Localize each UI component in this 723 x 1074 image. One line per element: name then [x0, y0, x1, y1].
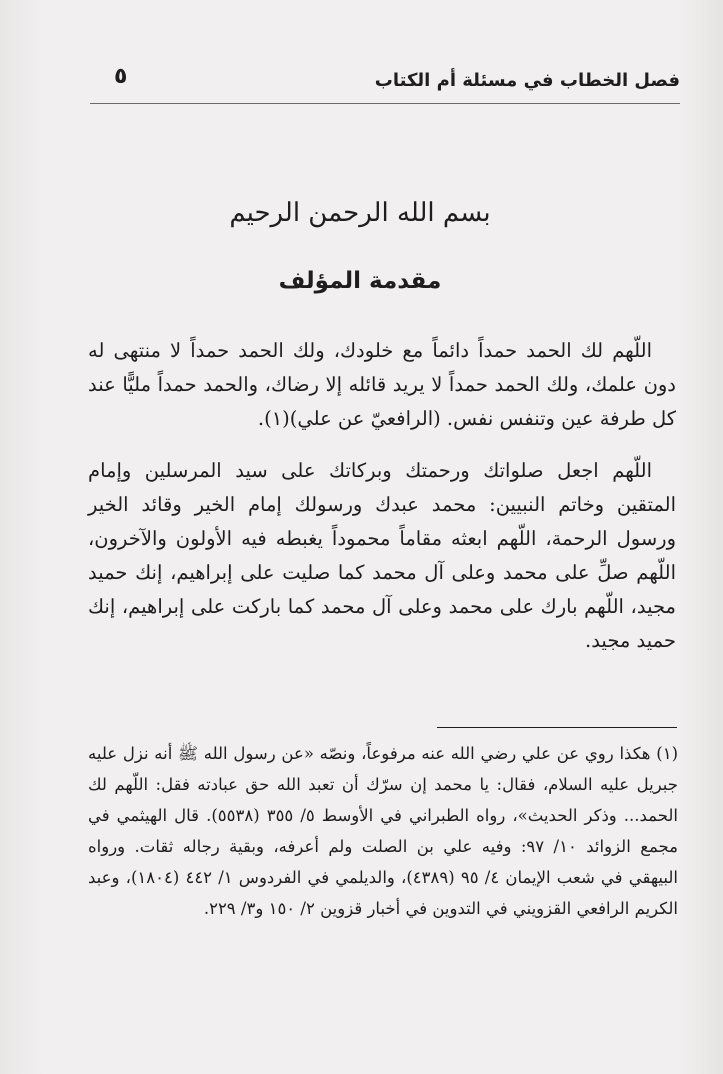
header-rule — [90, 103, 680, 104]
footnote-text: (١) هكذا روي عن علي رضي الله عنه مرفوعاً، ونصّه «عن رسول الله ﷺ أنه نزل عليه جبريل عليه السلام، فقال: يا محمد إن سرّك أن تعبد الله حق عبادته فقل: اللّهم لك الحمد... وذكر الحديث»، رواه الطبراني في الأوسط ٥/ ٣٥٥ (٥٥٣٨). قال الهيثمي في مجمع الزوائد ١٠/ ٩٧: وفيه علي بن الصلت ولم أعرفه، وبقية رجاله ثقات. ورواه البيهقي في شعب الإيمان ٤/ ٩٥ (٤٣٨٩)، والديلمي في الفردوس ١/ ٤٤٢ (١٨٠٤)، وعبد الكريم الرافعي القزويني في التدوين في أخبار قزوين ٢/ ١٥٠ و٣/ ٢٢٩. — [88, 744, 679, 918]
paragraph: اللّهم لك الحمد حمداً دائماً مع خلودك، ولك الحمد حمداً لا منتهى له دون علمك، ولك الحمد حمداً لا يريد قائله إلا رضاك، والحمد حمداً مليًّا عند كل طرفة عين وتنفس نفس. (الرافعيّ عن علي)(١). — [88, 339, 676, 430]
footnote — [88, 738, 678, 924]
page-number: ٥ — [114, 64, 128, 89]
main-text — [88, 334, 676, 676]
running-title: فصل الخطاب في مسئلة أم الكتاب — [374, 70, 680, 91]
page-header — [90, 62, 680, 102]
section-title: مقدمة المؤلف — [278, 268, 442, 294]
footnote-separator — [437, 727, 677, 728]
paragraph: اللّهم اجعل صلواتك ورحمتك وبركاتك على سيد المرسلين وإمام المتقين وخاتم النبيين: محمد عبدك ورسولك إمام الخير وقائد الخير ورسول الرحمة، اللّهم ابعثه مقاماً محموداً يغبطه فيه الأولون والآخرون، اللّهم صلِّ على محمد وعلى آل محمد كما صليت على إبراهيم، إنك حميد مجيد، اللّهم بارك على محمد وعلى آل محمد كما باركت على إبراهيم، إنك حميد مجيد. — [88, 459, 676, 652]
basmala-calligraphy: بسم الله الرحمن الرحيم — [229, 198, 491, 228]
